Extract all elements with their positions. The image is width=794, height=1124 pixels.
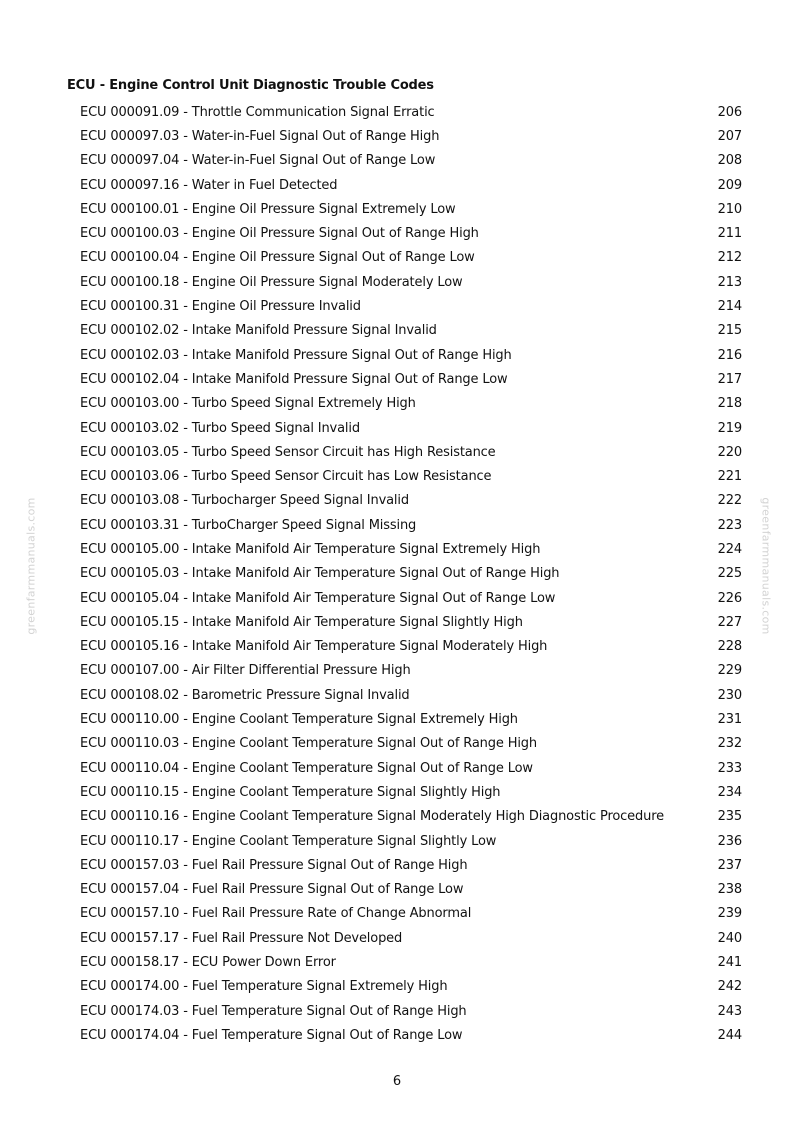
toc-entry-title: ECU 000108.02 - Barometric Pressure Signal Invalid xyxy=(80,687,410,703)
toc-entry-title: ECU 000110.00 - Engine Coolant Temperature Signal Extremely High xyxy=(80,712,518,728)
toc-entry[interactable] xyxy=(80,586,742,610)
toc-entry-page: 226 xyxy=(717,590,742,606)
toc-entry-title: ECU 000157.17 - Fuel Rail Pressure Not Developed xyxy=(80,930,403,946)
toc-entry[interactable] xyxy=(80,367,742,391)
toc-entry-title: ECU 000100.04 - Engine Oil Pressure Signal Out of Range Low xyxy=(80,250,475,266)
toc-entry[interactable] xyxy=(80,489,742,513)
toc-entry-title: ECU 000110.17 - Engine Coolant Temperature Signal Slightly Low xyxy=(80,833,497,849)
toc-entry-title: ECU 000102.02 - Intake Manifold Pressure Signal Invalid xyxy=(80,323,437,339)
toc-entry-title: ECU 000110.15 - Engine Coolant Temperature Signal Slightly High xyxy=(80,784,501,800)
toc-entry-title: ECU 000157.10 - Fuel Rail Pressure Rate of Change Abnormal xyxy=(80,906,472,922)
toc-entry-page: 230 xyxy=(717,687,742,703)
toc-entry-page: 211 xyxy=(717,226,742,242)
toc-entry-title: ECU 000174.04 - Fuel Temperature Signal Out of Range Low xyxy=(80,1027,463,1043)
toc-entry-title: ECU 000174.00 - Fuel Temperature Signal Extremely High xyxy=(80,979,448,995)
toc-entry[interactable] xyxy=(80,221,742,245)
toc-entry-page: 216 xyxy=(717,347,742,363)
toc-entry[interactable] xyxy=(80,950,742,974)
toc-entry[interactable] xyxy=(80,440,742,464)
toc-entry[interactable] xyxy=(80,464,742,488)
toc-entry[interactable] xyxy=(80,392,742,416)
toc-entry[interactable] xyxy=(80,246,742,270)
toc-entry-title: ECU 000107.00 - Air Filter Differential Pressure High xyxy=(80,663,411,679)
toc-entry-page: 207 xyxy=(717,128,742,144)
toc-entry[interactable] xyxy=(80,294,742,318)
toc-entry-title: ECU 000174.03 - Fuel Temperature Signal Out of Range High xyxy=(80,1003,467,1019)
toc-entry-page: 227 xyxy=(717,614,742,630)
section-title: ECU - Engine Control Unit Diagnostic Trouble Codes xyxy=(67,78,434,93)
toc-entry[interactable] xyxy=(80,319,742,343)
toc-entry[interactable] xyxy=(80,343,742,367)
toc-entry-page: 242 xyxy=(717,979,742,995)
toc-entry-title: ECU 000091.09 - Throttle Communication Signal Erratic xyxy=(80,104,435,120)
toc-entry[interactable] xyxy=(80,926,742,950)
toc-entry-page: 219 xyxy=(717,420,742,436)
toc-entry-page: 208 xyxy=(717,153,742,169)
toc-entry-page: 210 xyxy=(717,201,742,217)
toc-entry[interactable] xyxy=(80,878,742,902)
toc-entry[interactable] xyxy=(80,537,742,561)
toc-entry-title: ECU 000105.16 - Intake Manifold Air Temperature Signal Moderately High xyxy=(80,639,548,655)
toc-entry-page: 235 xyxy=(717,809,742,825)
toc-entry-title: ECU 000157.03 - Fuel Rail Pressure Signal Out of Range High xyxy=(80,857,468,873)
toc-entry-page: 234 xyxy=(717,784,742,800)
toc-entry-page: 243 xyxy=(717,1003,742,1019)
toc-entry-title: ECU 000102.03 - Intake Manifold Pressure Signal Out of Range High xyxy=(80,347,512,363)
toc-entry-title: ECU 000157.04 - Fuel Rail Pressure Signal Out of Range Low xyxy=(80,882,464,898)
toc-entry-title: ECU 000103.00 - Turbo Speed Signal Extremely High xyxy=(80,396,416,412)
toc-entry[interactable] xyxy=(80,805,742,829)
toc-entry[interactable] xyxy=(80,902,742,926)
toc-entry-page: 244 xyxy=(717,1027,742,1043)
toc-entry[interactable] xyxy=(80,562,742,586)
toc-entry-title: ECU 000103.02 - Turbo Speed Signal Invalid xyxy=(80,420,360,436)
toc-entry[interactable] xyxy=(80,683,742,707)
toc-entry-page: 237 xyxy=(717,857,742,873)
toc-entry[interactable] xyxy=(80,756,742,780)
toc-entry-page: 231 xyxy=(717,712,742,728)
toc-entry[interactable] xyxy=(80,999,742,1023)
toc-entry[interactable] xyxy=(80,732,742,756)
toc-entry-title: ECU 000103.08 - Turbocharger Speed Signal Invalid xyxy=(80,493,409,509)
toc-entry-page: 214 xyxy=(717,299,742,315)
toc-entry[interactable] xyxy=(80,780,742,804)
toc-entry-page: 240 xyxy=(717,930,742,946)
toc-entry[interactable] xyxy=(80,197,742,221)
toc-entry-title: ECU 000097.16 - Water in Fuel Detected xyxy=(80,177,338,193)
toc-entry-title: ECU 000103.06 - Turbo Speed Sensor Circuit has Low Resistance xyxy=(80,469,492,485)
toc-entry-title: ECU 000105.04 - Intake Manifold Air Temperature Signal Out of Range Low xyxy=(80,590,556,606)
toc-entry-title: ECU 000158.17 - ECU Power Down Error xyxy=(80,955,336,971)
toc-entry-page: 221 xyxy=(717,469,742,485)
toc-entry-page: 238 xyxy=(717,882,742,898)
toc-entry[interactable] xyxy=(80,416,742,440)
toc-entry-page: 224 xyxy=(717,541,742,557)
watermark-right: greenfarmmanuals.com xyxy=(759,497,773,635)
toc-entry-title: ECU 000110.04 - Engine Coolant Temperature Signal Out of Range Low xyxy=(80,760,533,776)
toc-entry-title: ECU 000110.03 - Engine Coolant Temperature Signal Out of Range High xyxy=(80,736,537,752)
toc-entry[interactable] xyxy=(80,610,742,634)
toc-entry-page: 218 xyxy=(717,396,742,412)
toc-entry-title: ECU 000100.03 - Engine Oil Pressure Signal Out of Range High xyxy=(80,226,479,242)
toc-list xyxy=(80,100,742,1048)
toc-entry-title: ECU 000103.05 - Turbo Speed Sensor Circuit has High Resistance xyxy=(80,444,496,460)
toc-entry-title: ECU 000110.16 - Engine Coolant Temperature Signal Moderately High Diagnostic Procedure xyxy=(80,809,664,825)
toc-entry[interactable] xyxy=(80,149,742,173)
toc-entry-page: 223 xyxy=(717,517,742,533)
toc-entry[interactable] xyxy=(80,270,742,294)
toc-entry-page: 236 xyxy=(717,833,742,849)
toc-entry-page: 206 xyxy=(717,104,742,120)
toc-entry-title: ECU 000103.31 - TurboCharger Speed Signal Missing xyxy=(80,517,417,533)
toc-entry-title: ECU 000100.01 - Engine Oil Pressure Signal Extremely Low xyxy=(80,201,456,217)
toc-entry[interactable] xyxy=(80,100,742,124)
toc-entry-title: ECU 000097.03 - Water-in-Fuel Signal Out of Range High xyxy=(80,128,440,144)
toc-entry-page: 217 xyxy=(717,371,742,387)
toc-entry-page: 220 xyxy=(717,444,742,460)
toc-entry-title: ECU 000105.15 - Intake Manifold Air Temperature Signal Slightly High xyxy=(80,614,523,630)
toc-entry[interactable] xyxy=(80,173,742,197)
toc-entry-page: 213 xyxy=(717,274,742,290)
toc-entry[interactable] xyxy=(80,513,742,537)
toc-entry-page: 215 xyxy=(717,323,742,339)
toc-entry-page: 212 xyxy=(717,250,742,266)
toc-entry-page: 225 xyxy=(717,566,742,582)
toc-entry[interactable] xyxy=(80,1023,742,1047)
toc-entry-page: 241 xyxy=(717,955,742,971)
toc-entry-title: ECU 000097.04 - Water-in-Fuel Signal Out of Range Low xyxy=(80,153,436,169)
toc-entry-page: 209 xyxy=(717,177,742,193)
toc-entry[interactable] xyxy=(80,635,742,659)
toc-entry[interactable] xyxy=(80,659,742,683)
toc-entry-page: 232 xyxy=(717,736,742,752)
toc-entry-page: 239 xyxy=(717,906,742,922)
toc-entry-title: ECU 000100.31 - Engine Oil Pressure Invalid xyxy=(80,299,361,315)
toc-entry[interactable] xyxy=(80,124,742,148)
watermark-left: greenfarmmanuals.com xyxy=(24,497,38,635)
toc-entry[interactable] xyxy=(80,707,742,731)
toc-entry-page: 229 xyxy=(717,663,742,679)
toc-entry[interactable] xyxy=(80,975,742,999)
page-number: 6 xyxy=(392,1074,402,1089)
toc-entry-page: 228 xyxy=(717,639,742,655)
toc-entry-title: ECU 000105.00 - Intake Manifold Air Temperature Signal Extremely High xyxy=(80,541,541,557)
toc-entry[interactable] xyxy=(80,853,742,877)
toc-entry-title: ECU 000105.03 - Intake Manifold Air Temperature Signal Out of Range High xyxy=(80,566,560,582)
toc-entry[interactable] xyxy=(80,829,742,853)
toc-entry-page: 222 xyxy=(717,493,742,509)
toc-entry-page: 233 xyxy=(717,760,742,776)
toc-entry-title: ECU 000100.18 - Engine Oil Pressure Signal Moderately Low xyxy=(80,274,463,290)
toc-entry-title: ECU 000102.04 - Intake Manifold Pressure Signal Out of Range Low xyxy=(80,371,508,387)
